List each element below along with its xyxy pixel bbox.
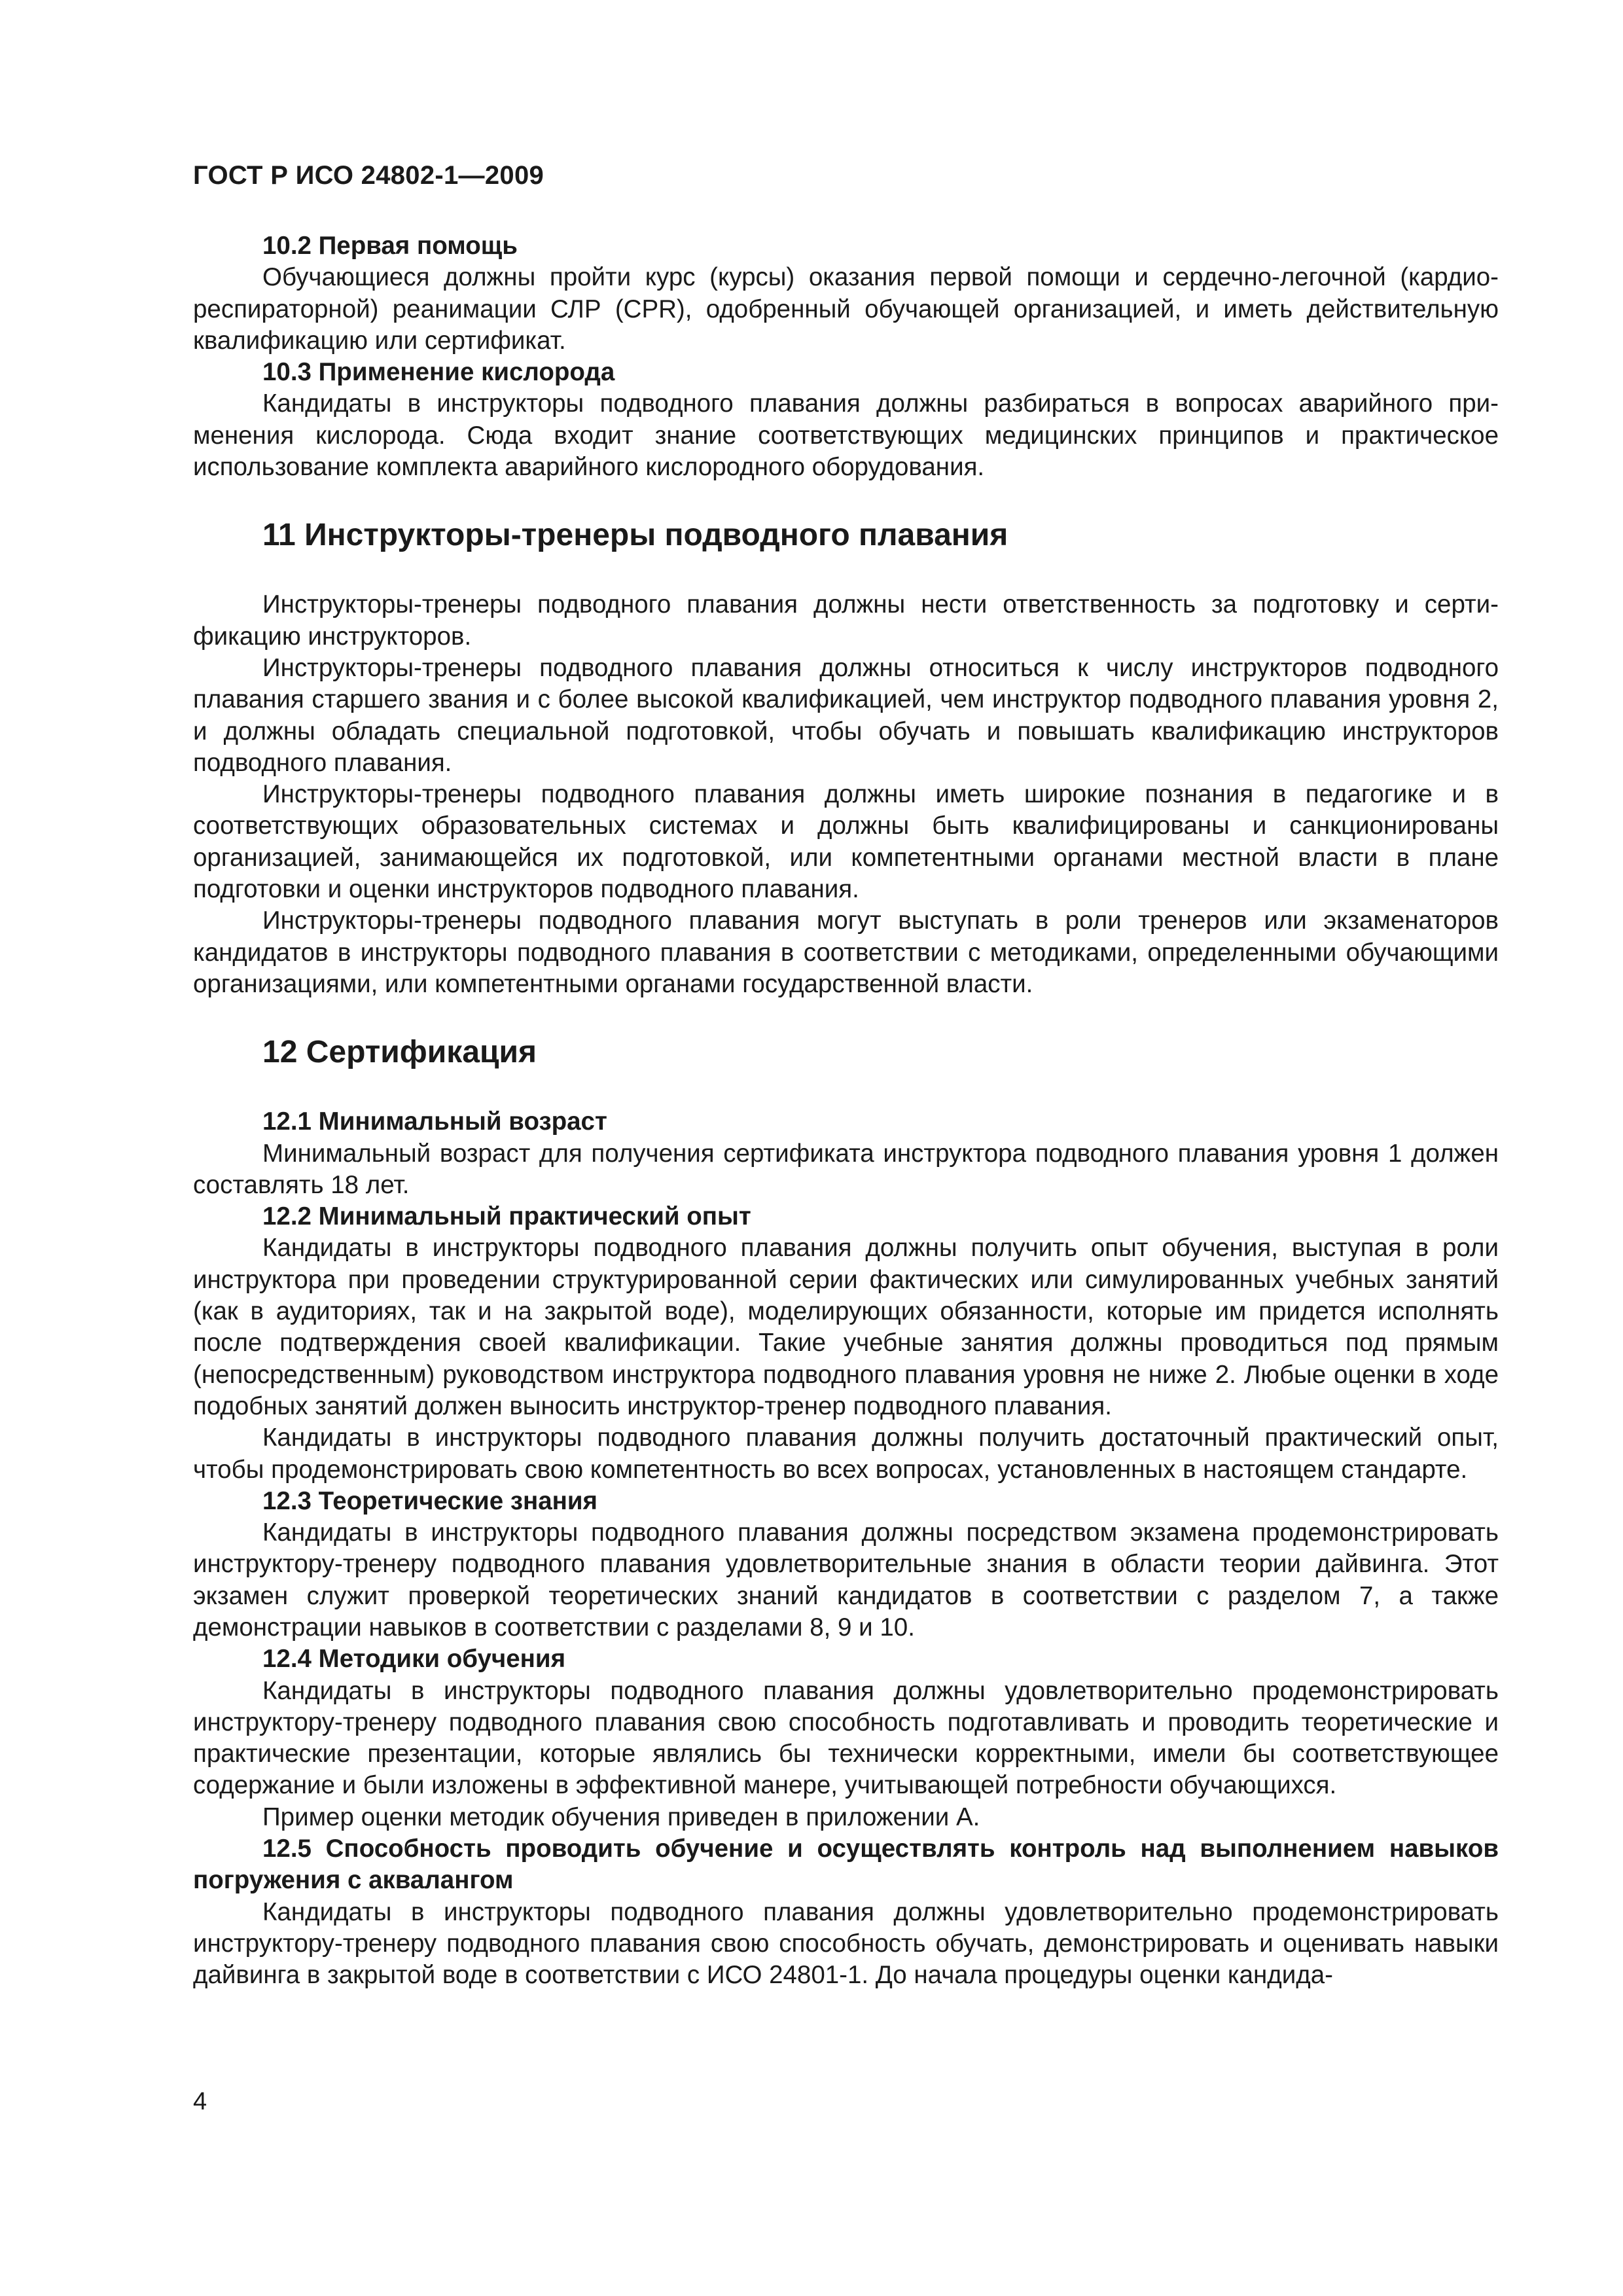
subsection-heading-10-3: 10.3 Применение кислорода	[262, 358, 615, 387]
paragraph: Инструкторы-тренеры подводного плавания должны иметь широкие познания в педагогике и в соответствующих образовательных системах и должны быть квалифицированы и санкционированы организацией, занимающейся их подготовкой, или компетентными органами местной власти в плане подготовки и оценки инструкторов подводного плавания.	[193, 780, 1499, 904]
paragraph: Кандидаты в инструкторы подводного плавания должны разбираться в вопросах аварийного применения кислорода. Сюда входит знание соответствующих медицинских принципов и практическое использование комплекта аварийного кислородного оборудования.	[193, 389, 1499, 482]
paragraph: Кандидаты в инструкторы подводного плавания должны удовлетворительно продемонстрировать инструктору-тренеру подводного плавания свою способность подготавливать и проводить теоретические и практические презентации, которые являлись бы технически корректными, имели бы соответствующее содержание и были изложены в эффективной манере, учитывающей потребности обучающихся.	[193, 1676, 1499, 1800]
paragraph: Пример оценки методик обучения приведен в приложении А.	[262, 1803, 980, 1831]
subsection-heading-12-5: 12.5 Способность проводить обучение и осуществлять контроль над выполнением навыков погружения с аквалангом	[193, 1835, 1499, 1895]
subsection-heading-12-1: 12.1 Минимальный возраст	[262, 1107, 607, 1136]
subsection-heading-10-2: 10.2 Первая помощь	[262, 232, 518, 260]
paragraph: Кандидаты в инструкторы подводного плавания должны посредством экзамена продемонстрировать инструктору-тренеру подводного плавания удовлетворительные знания в области теории дайвинга. Этот экзамен служит проверкой теоретических знаний кандидатов в соответствии с разделом 7, а также демонстрации навыков в соответствии с разделами 8, 9 и 10.	[193, 1518, 1499, 1641]
standard-designation: ГОСТ Р ИСО 24802-1—2009	[193, 161, 544, 190]
paragraph: Обучающиеся должны пройти курс (курсы) оказания первой помощи и сердечно-легочной (кардиореспираторной) реанимации СЛР (CPR), одобренный обучающей организацией, и иметь действительную квалификацию или сертификат.	[193, 263, 1499, 355]
section-heading-12: 12 Сертификация	[262, 1035, 537, 1070]
paragraph: Инструкторы-тренеры подводного плавания должны нести ответственность за подготовку и сертификацию инструкторов.	[193, 590, 1499, 651]
page-body	[193, 230, 1499, 1992]
paragraph: Кандидаты в инструкторы подводного плавания должны получить опыт обучения, выступая в роли инструктора при проведении структурированной серии фактических или симулированных учебных занятий (как в аудиториях, так и на закрытой воде), моделирующих обязанности, которые им придется исполнять после подтверждения своей квалификации. Такие учебные занятия должны проводиться под прямым (непосредственным) руководством инструктора подводного плавания уровня не ниже 2. Любые оценки в ходе подобных занятий должен выносить инструктор-тренер подводного плавания.	[193, 1234, 1499, 1420]
paragraph: Инструкторы-тренеры подводного плавания должны относиться к числу инструкторов подводного плавания старшего звания и с более высокой квалификацией, чем инструктор подводного плавания уровня 2, и должны обладать специальной подготовкой, чтобы обучать и повышать квалификацию инструкторов подводного плавания.	[193, 653, 1499, 777]
paragraph: Инструкторы-тренеры подводного плавания могут выступать в роли тренеров или экзаменаторов кандидатов в инструкторы подводного плавания в соответствии с методиками, определенными обучающими организациями, или компетентными органами государственной власти.	[193, 906, 1499, 998]
paragraph: Кандидаты в инструкторы подводного плавания должны удовлетворительно продемонстрировать инструктору-тренеру подводного плавания свою способность обучать, демонстрировать и оценивать навыки дайвинга в закрытой воде в соответствии с ИСО 24801-1. До начала процедуры оценки кандида-	[193, 1897, 1499, 1990]
paragraph: Кандидаты в инструкторы подводного плавания должны получить достаточный практический опыт, чтобы продемонстрировать свою компетентность во всех вопросах, установленных в настоящем стандарте.	[193, 1424, 1499, 1484]
page-number: 4	[193, 2088, 207, 2115]
subsection-heading-12-3: 12.3 Теоретические знания	[262, 1486, 598, 1515]
subsection-heading-12-2: 12.2 Минимальный практический опыт	[262, 1202, 751, 1231]
section-heading-11: 11 Инструкторы-тренеры подводного плавания	[262, 518, 1008, 553]
subsection-heading-12-4: 12.4 Методики обучения	[262, 1645, 566, 1674]
paragraph: Минимальный возраст для получения сертификата инструктора подводного плавания уровня 1 должен составлять 18 лет.	[193, 1139, 1499, 1199]
